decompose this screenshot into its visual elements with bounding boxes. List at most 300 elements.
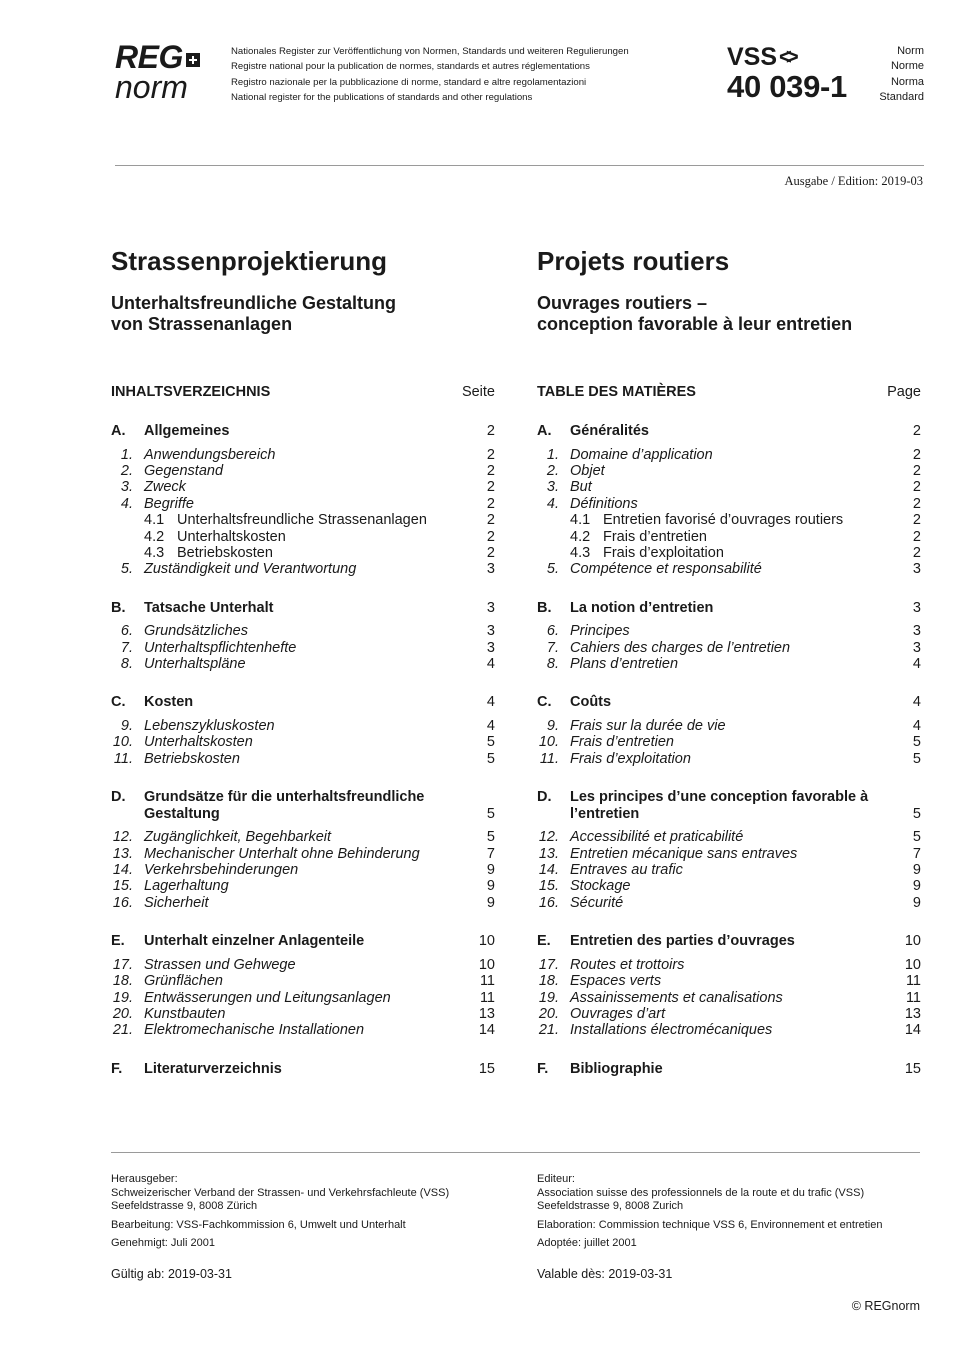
section-page: 4 [486,694,495,711]
item-title: Frais d’exploitation [570,750,691,767]
item-number: 12. [538,829,559,846]
subitem-number: 4.2 [570,528,591,545]
toc-item [111,447,495,463]
footer-german [111,1173,511,1282]
swiss-cross-icon [186,53,200,67]
section-page: 2 [486,423,495,439]
item-number: 5. [546,561,559,578]
section-title: Grundsätze für die unterhaltsfreundliche Gestaltung [144,789,425,822]
toc-item [111,990,495,1006]
item-title: Sécurité [570,894,624,911]
section-letter: D. [537,789,552,806]
toc-item [111,496,495,512]
item-number: 10. [112,734,133,751]
section-title: Entretien des parties d’ouvrages [570,933,795,950]
table-of-contents [111,423,495,1077]
item-page: 5 [912,750,921,767]
section-letter: F. [111,1060,123,1077]
toc-item [111,895,495,911]
item-title: Objet [570,462,605,479]
item-page: 2 [912,495,921,512]
toc-item [111,973,495,989]
section-page: 2 [912,423,921,439]
subitem-number: 4.1 [570,512,591,529]
section-heading [537,600,921,617]
item-number: 15. [112,878,133,895]
item-number: 6. [546,623,559,640]
section-letter: B. [111,599,126,616]
section-heading [537,694,921,711]
toc-item [111,1006,495,1022]
toc-subitem [537,529,921,545]
item-page: 3 [912,561,921,578]
item-title-wrap [537,512,891,528]
valid-from: Valable dès: 2019-03-31 [537,1266,673,1281]
item-number: 18. [112,973,133,990]
section-title: La notion d’entretien [570,599,714,616]
section-heading [537,1061,921,1078]
toc-heading: TABLE DES MATIÈRES [537,384,696,400]
publisher-label: Editeur: [537,1173,575,1185]
toc-section [537,789,921,911]
register-line: Registro nazionale per la pubblicazione di norme, standard e altre regolamentazioni [231,76,587,88]
item-title: Entwässerungen und Leitungsanlagen [144,989,391,1006]
section-heading [537,789,921,822]
item-number: 15. [538,878,559,895]
subitem-number: 4.2 [144,528,165,545]
item-number: 14. [538,862,559,878]
subitem-title: Frais d’entretien [603,528,707,545]
toc-item [111,463,495,479]
toc-item [111,656,495,672]
item-title: Zuständigkeit und Verantwortung [144,561,357,578]
toc-header [537,383,921,401]
item-number: 11. [539,750,559,767]
section-heading [111,694,495,711]
toc-subitem [111,529,495,545]
subtitle-line: von Strassenanlagen [111,314,293,334]
editing-committee: Bearbeitung: VSS-Fachkommission 6, Umwelt und Unterhalt [111,1218,406,1231]
section-letter: E. [111,933,125,950]
item-page: 9 [912,878,921,895]
section-letter: B. [537,599,552,616]
toc-item [111,862,495,878]
item-number: 20. [112,1005,133,1022]
item-number: 16. [538,894,559,911]
item-page: 2 [912,462,921,479]
section-page: 3 [486,599,495,616]
item-page: 4 [486,656,495,673]
subitem-title: Entretien favorisé d’ouvrages routiers [603,512,844,529]
toc-section [537,1061,921,1078]
item-page: 2 [486,544,495,561]
item-title: Anwendungsbereich [144,446,276,463]
toc-item [537,496,921,512]
toc-subitem [537,512,921,528]
item-title: Espaces verts [570,973,662,990]
toc-item [537,751,921,767]
toc-item [537,990,921,1006]
section-title: Literaturverzeichnis [144,1060,282,1077]
subitem-title: Betriebskosten [177,544,273,561]
toc-item [537,447,921,463]
item-page: 2 [486,495,495,512]
item-page: 2 [486,479,495,496]
register-line: Nationales Register zur Veröffentlichung von Normen, Standards und weiteren Regulierungen [231,46,629,57]
item-number: 20. [538,1005,559,1022]
section-page: 5 [486,805,495,822]
norm-type-labels [879,44,924,105]
item-title: Routes et trottoirs [570,956,685,973]
toc-item [537,878,921,894]
item-number: 17. [112,956,133,973]
item-number: 8. [120,656,133,673]
section-page: 4 [912,694,921,711]
subtitle-line: Unterhaltsfreundliche Gestaltung [111,293,397,313]
item-page: 4 [912,656,921,673]
section-title: Unterhalt einzelner Anlagenteile [144,933,365,950]
section-letter: C. [111,694,126,711]
toc-subitem [537,545,921,561]
document-subtitle [111,293,495,335]
item-page: 13 [904,1005,921,1022]
toc-item [111,623,495,639]
toc-section [111,423,495,578]
section-page: 10 [478,933,495,950]
item-number: 5. [120,561,133,578]
item-page: 11 [479,973,495,990]
section-page: 15 [904,1060,921,1077]
item-title-wrap [111,529,465,545]
section-title: Allgemeines [144,423,230,439]
toc-item [537,479,921,495]
item-title: Verkehrsbehinderungen [144,862,299,878]
item-page: 7 [912,845,921,862]
toc-item [537,656,921,672]
item-title: Grundsätzliches [144,623,248,640]
item-page: 3 [912,639,921,656]
item-page: 14 [478,1022,495,1039]
item-number: 12. [112,829,133,846]
editing-committee: Elaboration: Commission technique VSS 6, Environnement et entretien [537,1218,883,1231]
footer-french [537,1173,937,1282]
item-title: Begriffe [144,495,194,512]
toc-heading: INHALTSVERZEICHNIS [111,384,271,400]
vss-standard-id [727,44,847,103]
toc-item [111,957,495,973]
toc-item [111,1022,495,1038]
subitem-number: 4.3 [570,544,591,561]
toc-item [111,561,495,577]
toc-item [111,846,495,862]
section-heading [111,789,495,822]
norm-type-label: Standard [879,90,924,103]
item-page: 9 [486,878,495,895]
valid-from: Gültig ab: 2019-03-31 [111,1266,232,1281]
toc-item [111,640,495,656]
item-page: 2 [912,446,921,463]
item-page: 3 [486,561,495,578]
subtitle-line: Ouvrages routiers – [537,293,708,313]
item-title: Frais d’entretien [570,734,674,751]
toc-item [111,878,495,894]
item-title: Frais sur la durée de vie [570,717,726,734]
toc-section [111,694,495,767]
toc-item [537,829,921,845]
norm-type-label: Norm [897,45,924,57]
item-title-wrap [111,512,465,528]
toc-item [537,734,921,750]
item-title: Unterhaltspläne [144,656,246,673]
item-page: 2 [486,512,495,529]
item-title: Zugänglichkeit, Begehbarkeit [144,829,332,846]
page-column-heading: Page [887,384,921,400]
item-number: 13. [538,845,559,862]
item-number: 4. [120,495,133,512]
toc-section [537,423,921,578]
item-title: Plans d’entretien [570,656,679,673]
subitem-title: Frais d’exploitation [603,544,724,561]
item-title-wrap [537,545,891,561]
item-page: 3 [486,623,495,640]
toc-item [537,895,921,911]
section-letter: C. [537,694,552,711]
item-title: Mechanischer Unterhalt ohne Behinderung [144,845,420,862]
norm-type-label: Norme [890,60,924,73]
section-title: Les principes d’une conception favorable à l’entretien [570,789,869,822]
toc-item [537,846,921,862]
item-page: 5 [912,829,921,846]
section-letter: E. [537,933,551,950]
toc-item [537,561,921,577]
item-title: Accessibilité et praticabilité [570,829,744,846]
toc-item [537,973,921,989]
vss-arrows-icon: <> [779,44,793,69]
item-title: Unterhaltskosten [144,734,253,751]
item-number: 10. [538,734,559,751]
toc-header [111,383,495,401]
item-page: 10 [478,956,495,973]
item-number: 3. [120,479,133,496]
item-number: 9. [546,717,559,734]
item-number: 1. [546,446,559,463]
item-number: 21. [112,1022,133,1039]
item-page: 9 [912,894,921,911]
item-page: 2 [912,512,921,529]
item-page: 5 [486,750,495,767]
item-page: 11 [905,989,921,1006]
item-number: 2. [120,462,133,479]
item-number: 13. [112,845,133,862]
section-page: 5 [912,805,921,822]
french-column [537,244,921,1084]
edition-date: Ausgabe / Edition: 2019-03 [784,174,923,188]
logo-reg-text: REG [115,39,183,75]
item-title: Assainissements et canalisations [570,989,783,1006]
item-page: 5 [486,829,495,846]
publisher-label: Herausgeber: [111,1173,178,1185]
item-title: Strassen und Gehwege [144,956,296,973]
register-line: Registre national pour la publication de normes, standards et autres réglementations [231,61,590,73]
item-title: Elektromechanische Installationen [144,1022,365,1039]
item-number: 17. [538,956,559,973]
toc-section [537,600,921,673]
item-number: 7. [120,639,133,656]
section-heading [111,1061,495,1078]
item-title: Entretien mécanique sans entraves [570,845,798,862]
item-page: 2 [912,544,921,561]
section-title: Kosten [144,694,194,711]
toc-item [537,862,921,878]
item-title: Lagerhaltung [144,878,229,895]
toc-item [111,829,495,845]
item-title-wrap [537,529,891,545]
item-page: 11 [479,989,495,1006]
german-column [111,244,495,1084]
section-letter: F. [537,1060,549,1077]
item-title: Stockage [570,878,631,895]
subtitle-line: conception favorable à leur entretien [537,314,853,334]
item-title: Installations électromécaniques [570,1022,773,1039]
toc-section [111,789,495,911]
item-title: Principes [570,623,630,640]
section-heading [111,600,495,617]
item-number: 6. [120,623,133,640]
section-heading [537,423,921,440]
section-page: 15 [478,1060,495,1077]
item-title: But [570,479,592,496]
toc-item [111,479,495,495]
section-page: 3 [912,599,921,616]
item-page: 4 [486,717,495,734]
approval-date: Genehmigt: Juli 2001 [111,1237,215,1250]
item-page: 13 [478,1005,495,1022]
item-title: Ouvrages d’art [570,1005,666,1022]
item-number: 11. [113,750,133,767]
item-page: 7 [486,845,495,862]
item-title: Gegenstand [144,462,224,479]
toc-item [537,718,921,734]
item-page: 9 [486,894,495,911]
section-letter: A. [111,423,126,439]
item-number: 9. [120,717,133,734]
item-title: Grünflächen [144,973,223,990]
item-title: Unterhaltspflichtenhefte [144,639,297,656]
regnorm-logo [115,39,200,105]
section-title: Tatsache Unterhalt [144,599,274,616]
toc-section [111,1061,495,1078]
toc-item [111,718,495,734]
item-page: 2 [912,479,921,496]
item-title: Zweck [144,479,186,496]
item-number: 7. [546,639,559,656]
item-page: 3 [486,639,495,656]
toc-item [537,1006,921,1022]
toc-section [111,600,495,673]
section-title: Généralités [570,423,649,439]
copyright-notice: © REGnorm [851,1299,920,1313]
section-letter: D. [111,789,126,806]
item-number: 16. [112,894,133,911]
approval-date: Adoptée: juillet 2001 [537,1237,637,1250]
toc-section [537,933,921,1039]
item-title: Cahiers des charges de l’entretien [570,639,791,656]
section-heading [537,933,921,950]
item-page: 14 [904,1022,921,1039]
item-page: 5 [912,734,921,751]
toc-item [537,623,921,639]
item-page: 10 [904,956,921,973]
footer-divider [111,1152,920,1153]
toc-item [537,1022,921,1038]
toc-item [537,957,921,973]
section-title: Coûts [570,694,612,711]
item-title: Kunstbauten [144,1005,226,1022]
vss-logo-text: VSS [727,43,778,71]
toc-item [537,463,921,479]
toc-item [111,734,495,750]
publisher-address: Seefeldstrasse 9, 8008 Zurich [537,1200,684,1213]
section-page: 10 [904,933,921,950]
section-letter: A. [537,423,552,439]
table-of-contents [537,423,921,1077]
item-page: 2 [486,528,495,545]
item-number: 21. [538,1022,559,1039]
item-page: 4 [912,717,921,734]
item-page: 9 [912,862,921,878]
subitem-number: 4.1 [144,512,165,529]
item-page: 9 [486,862,495,878]
page-column-heading: Seite [461,384,495,400]
publisher-address: Seefeldstrasse 9, 8008 Zürich [111,1200,258,1213]
register-description [231,44,629,105]
item-page: 2 [486,462,495,479]
item-number: 19. [538,989,559,1006]
toc-subitem [111,512,495,528]
item-number: 19. [112,989,133,1006]
item-title-wrap [111,545,465,561]
section-heading [111,933,495,950]
item-title: Lebenszykluskosten [144,717,275,734]
logo-norm-text: norm [115,69,188,105]
toc-item [537,640,921,656]
toc-subitem [111,545,495,561]
toc-section [537,694,921,767]
item-number: 14. [112,862,133,878]
publisher-name: Schweizerischer Verband der Strassen- und Verkehrsfachleute (VSS) [111,1186,450,1199]
document-subtitle [537,293,921,335]
section-heading [111,423,495,440]
norm-type-label: Norma [890,75,924,88]
standard-number: 40 039-1 [727,69,847,104]
item-title: Betriebskosten [144,750,240,767]
header-divider [115,165,924,166]
toc-item [111,751,495,767]
register-line: National register for the publications of standards and other regulations [231,91,533,103]
item-number: 2. [546,462,559,479]
item-page: 3 [912,623,921,640]
toc-section [111,933,495,1039]
item-page: 2 [486,446,495,463]
item-number: 18. [538,973,559,990]
item-page: 11 [905,973,921,990]
item-number: 3. [546,479,559,496]
item-title: Définitions [570,495,638,512]
item-number: 8. [546,656,559,673]
item-number: 1. [120,446,133,463]
document-title: Strassenprojektierung [111,246,387,276]
item-title: Entraves au trafic [570,862,683,878]
